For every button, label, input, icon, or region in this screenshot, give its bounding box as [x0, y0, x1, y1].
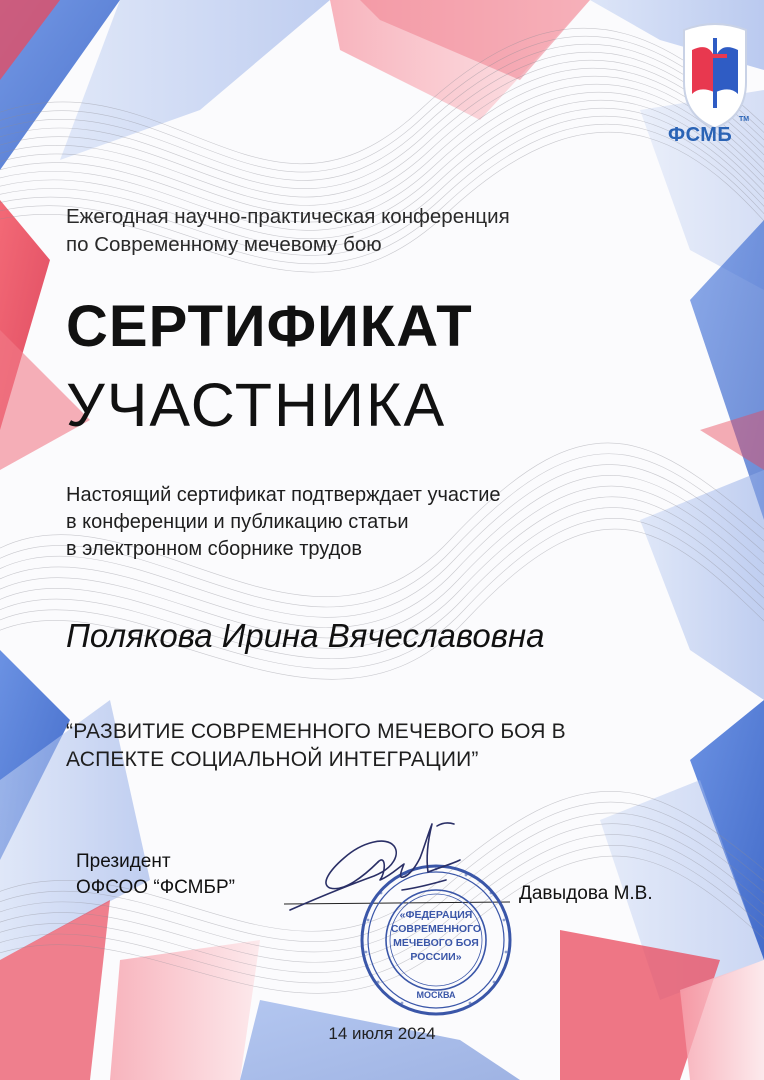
paper-line-2: АСПЕКТЕ СОЦИАЛЬНОЙ ИНТЕГРАЦИИ” [66, 748, 479, 771]
certificate-subtitle: УЧАСТНИКА [66, 371, 447, 439]
president-label: Президент [76, 851, 171, 872]
participant-name: Полякова Ирина Вячеславовна [66, 617, 545, 654]
conference-line-2: по Современному мечевому бою [66, 233, 382, 256]
confirm-line-2: в конференции и публикацию статьи [66, 511, 409, 533]
handwritten-signature [282, 818, 482, 918]
seal-line-1: «ФЕДЕРАЦИЯ [399, 909, 473, 921]
president-block [76, 849, 235, 901]
confirmation-text [66, 482, 501, 563]
seal-line-4: РОССИИ» [410, 951, 462, 963]
seal-bottom-text: МОСКВА [416, 990, 456, 1000]
seal-line-3: МЕЧЕВОГО БОЯ [393, 937, 479, 949]
conference-title [66, 203, 510, 259]
paper-line-1: “РАЗВИТИЕ СОВРЕМЕННОГО МЕЧЕВОГО БОЯ В [66, 720, 566, 743]
logo-text: ФСМБ [668, 124, 733, 146]
seal-line-2: СОВРЕМЕННОГО [390, 923, 482, 935]
confirm-line-1: Настоящий сертификат подтверждает участие [66, 484, 501, 506]
certificate-title: СЕРТИФИКАТ [66, 294, 473, 359]
paper-title [66, 718, 566, 774]
confirm-line-3: в электронном сборнике трудов [66, 538, 363, 560]
trademark-mark: TM [739, 116, 750, 123]
organization-label: ОФСОО “ФСМБР” [76, 877, 235, 898]
signer-name: Давыдова М.В. [519, 883, 653, 904]
issue-date: 14 июля 2024 [328, 1024, 436, 1043]
conference-line-1: Ежегодная научно-практическая конференция [66, 205, 510, 228]
